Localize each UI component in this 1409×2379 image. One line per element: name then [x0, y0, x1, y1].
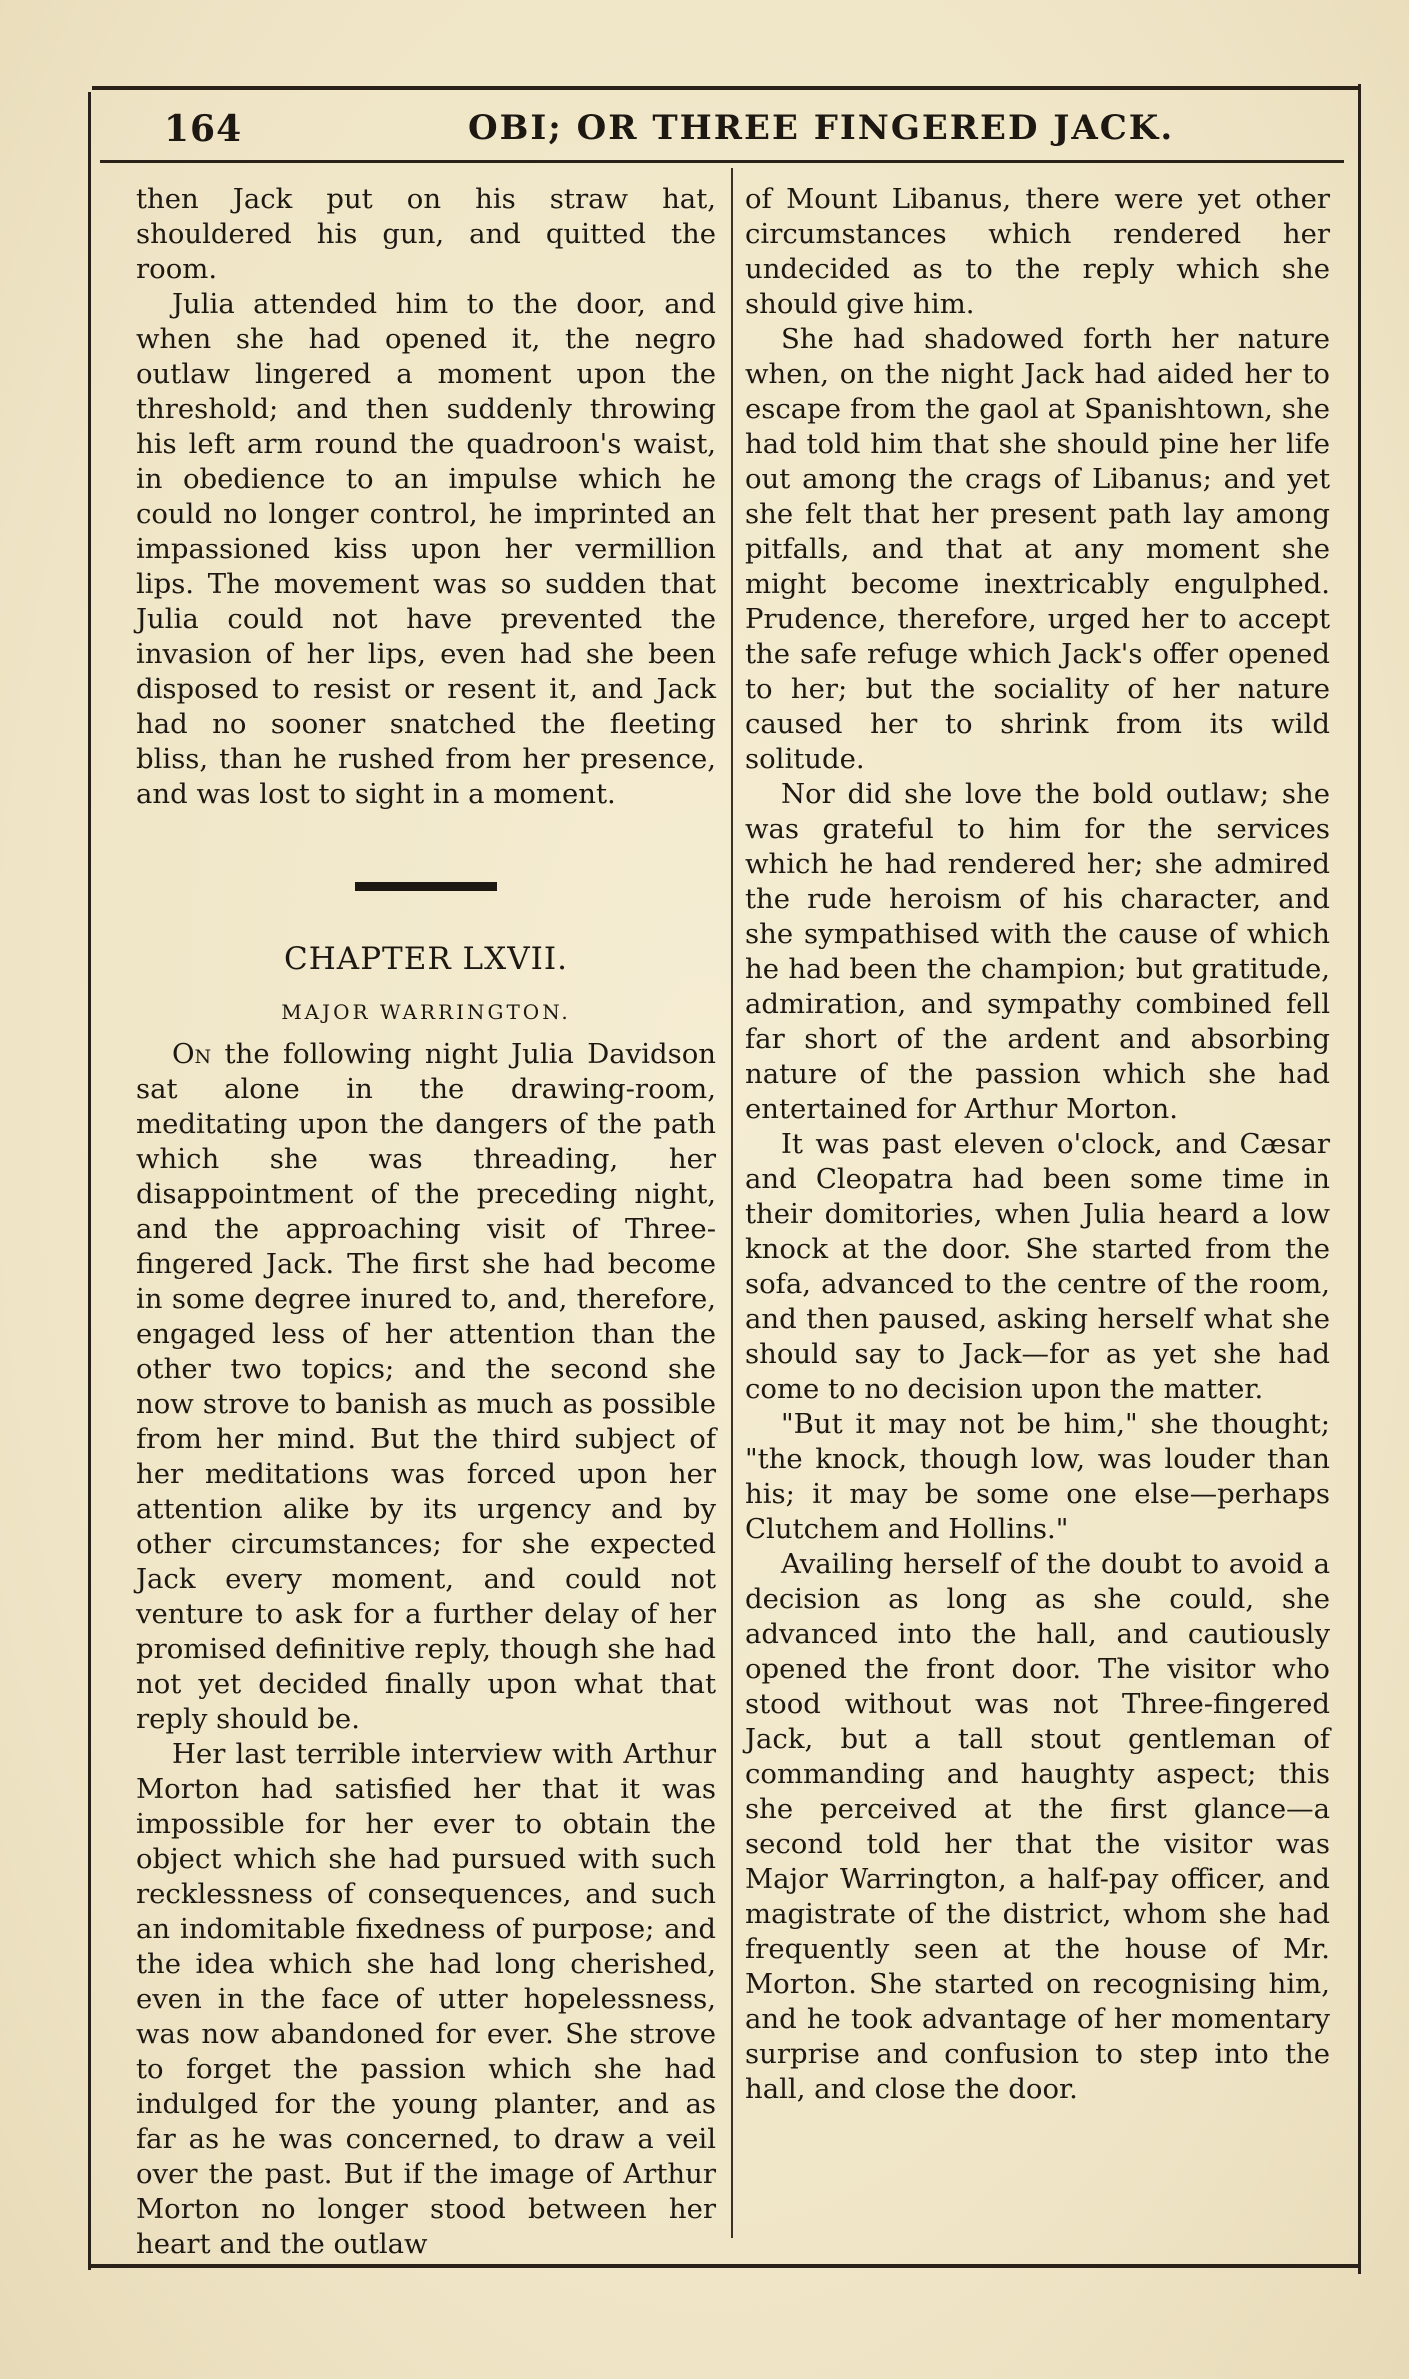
- page-number: 164: [164, 108, 243, 150]
- chapter-opening-word: On: [172, 1038, 212, 1070]
- paragraph: Her last terrible interview with Arthur Morton had satisfied her that it was impossible for her ever to obtain the object which she had pursued with such recklessness of consequences, and such an indomitable fixedness of purpose; and the idea which she had long cherished, even in the face of utter hopelessness, was now abandoned for ever. She strove to forget the passion which she had indulged for the young planter, and as far as he was concerned, to draw a veil over the past. But if the image of Arthur Morton no longer stood between her heart and the outlaw: [136, 1738, 716, 2260]
- paragraph: of Mount Libanus, there were yet other circumstances which rendered her undecided as to the reply which she should give him.: [745, 183, 1330, 320]
- chapter-subtitle: MAJOR WARRINGTON.: [281, 1000, 571, 1024]
- paragraph: Julia attended him to the door, and when she had opened it, the negro outlaw lingered a moment upon the threshold; and then suddenly throwing his left arm round the quadroon's waist, in obedience to an impulse which he could no longer control, he imprinted an impassioned kiss upon her vermillion lips. The movement was so sudden that Julia could not have prevented the invasion of her lips, even had she been disposed to resist or resent it, and Jack had no sooner snatched the fleeting bliss, than he rushed from her presence, and was lost to sight in a moment.: [136, 288, 716, 810]
- paragraph: "But it may not be him," she thought; "the knock, though low, was louder than his; it may be some one else—perhaps Clutchem and Hollins.": [745, 1408, 1330, 1545]
- paragraph: It was past eleven o'clock, and Cæsar and Cleopatra had been some time in their domitories, when Julia heard a low knock at the door. She started from the sofa, advanced to the centre of the room, and then paused, asking herself what she should say to Jack—for as yet she had come to no decision upon the matter.: [745, 1128, 1330, 1405]
- frame-left-rule: [88, 92, 91, 2270]
- column-divider: [731, 168, 733, 2238]
- paragraph: then Jack put on his straw hat, shouldered his gun, and quitted the room.: [136, 183, 716, 285]
- paragraph: [136, 1037, 716, 1737]
- header-rule: [100, 160, 1344, 163]
- paragraph: She had shadowed forth her nature when, on the night Jack had aided her to escape from the gaol at Spanishtown, she had told him that she should pine her life out among the crags of Libanus; and yet she felt that her present path lay among pitfalls, and that at any moment she might become inextricably engulphed. Prudence, therefore, urged her to accept the safe refuge which Jack's offer opened to her; but the sociality of her nature caused her to shrink from its wild solitude.: [745, 323, 1330, 775]
- paragraph: Nor did she love the bold outlaw; she was grateful to him for the services which he had rendered her; she admired the rude heroism of his character, and she sympathised with the cause of which he had been the champion; but gratitude, admiration, and sympathy combined fell far short of the ardent and absorbing nature of the passion which she had entertained for Arthur Morton.: [745, 778, 1330, 1125]
- paragraph-text: the following night Julia Davidson sat alone in the drawing-room, meditating upon the dangers of the path which she was threading, her disappointment of the preceding night, and the approaching visit of Three-fingered Jack. The first she had become in some degree inured to, and, therefore, engaged less of her attention than the other two topics; and the second she now strove to banish as much as possible from her mind. But the third subject of her meditations was forced upon her attention alike by its urgency and by other circumstances; for she expected Jack every moment, and could not venture to ask for a further delay of her promised definitive reply, though she had not yet decided finally upon what that reply should be.: [136, 1038, 716, 1735]
- left-column: [136, 182, 716, 2262]
- chapter-separator-rule: [355, 882, 497, 891]
- frame-bottom-rule: [88, 2264, 1360, 2268]
- paragraph: Availing herself of the doubt to avoid a decision as long as she could, she advanced into the hall, and cautiously opened the front door. The visitor who stood without was not Three-fingered Jack, but a tall stout gentleman of commanding and haughty aspect; this she perceived at the first glance—a second told her that the visitor was Major Warrington, a half-pay officer, and magistrate of the district, whom she had frequently seen at the house of Mr. Morton. She started on recognising him, and he took advantage of her momentary surprise and confusion to step into the hall, and close the door.: [745, 1548, 1330, 2105]
- right-column: [745, 182, 1330, 2107]
- running-title: OBI; OR THREE FINGERED JACK.: [468, 108, 1175, 148]
- frame-right-rule: [1358, 84, 1361, 2274]
- frame-top-rule: [92, 86, 1358, 90]
- chapter-title: CHAPTER LXVII.: [284, 941, 568, 977]
